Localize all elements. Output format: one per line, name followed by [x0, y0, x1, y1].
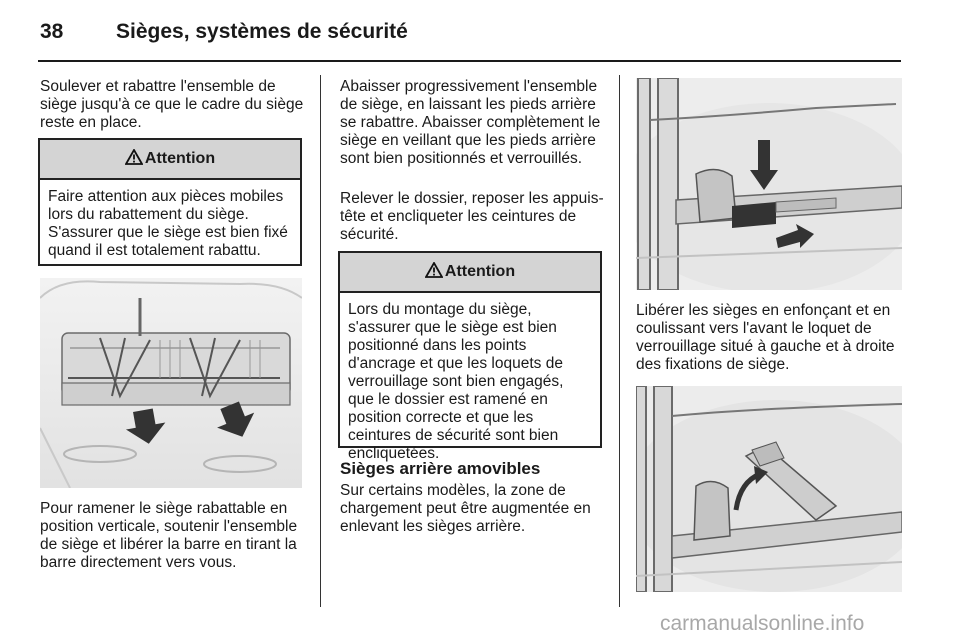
watermark-text: carmanualsonline.info	[660, 612, 865, 635]
seat-folding-illustration	[40, 278, 302, 488]
warning-triangle-icon	[125, 149, 143, 170]
warning-header	[340, 253, 600, 293]
section-paragraph: Sur certains modèles, la zone de chargement peut être augmentée en enlevant les sièges arrière.	[340, 482, 591, 535]
warning-box-2	[338, 251, 602, 462]
warning-header	[40, 140, 300, 180]
seat-latch-illustration	[636, 78, 902, 290]
warning-triangle-icon	[425, 262, 443, 283]
release-seats-paragraph: Libérer les sièges en enfonçant et en coulissant vers l'avant le loquet de verrouillage situé à gauche et à droite des fixations de siège.	[636, 302, 895, 373]
warning-text: Faire attention aux pièces mobiles lors du rabattement du siège. S'assurer que le siège est bien fixé quand il est totalement rabattu.	[48, 188, 288, 259]
return-seat-paragraph: Pour ramener le siège rabattable en position verticale, soutenir l'ensemble de siège et libérer la barre en tirant la barre directement vers vous.	[40, 500, 298, 571]
lower-seat-paragraph: Abaisser progressivement l'ensemble de siège, en laissant les pieds arrière se rabattre. Abaisser complètement le siège en veillant que les pieds arrière sont bien positionnés et verrouillés.	[340, 78, 601, 167]
column-divider-2	[619, 75, 620, 607]
warning-text: Lors du montage du siège, s'assurer que le siège est bien positionné dans les points d'ancrage et que les loquets de verrouillage sont bien engagés, que le dossier est ramené en position correcte et que les ceintures de sécurité sont bien encliquetées.	[348, 301, 564, 462]
warning-box-1	[38, 138, 302, 266]
column-divider-1	[320, 75, 321, 607]
raise-backrest-paragraph: Relever le dossier, reposer les appuis-tête et encliqueter les ceintures de sécurité.	[340, 190, 604, 243]
seat-removal-illustration	[636, 386, 902, 592]
page-header	[0, 0, 960, 62]
section-heading: Sièges arrière amovibles	[340, 459, 541, 478]
intro-paragraph: Soulever et rabattre l'ensemble de siège jusqu'à ce que le cadre du siège reste en place.	[40, 78, 304, 131]
header-divider	[38, 60, 901, 62]
warning-label: Attention	[144, 150, 216, 167]
warning-label: Attention	[444, 263, 516, 280]
page-number: 38	[40, 20, 64, 43]
page-title: Sièges, systèmes de sécurité	[116, 20, 408, 43]
